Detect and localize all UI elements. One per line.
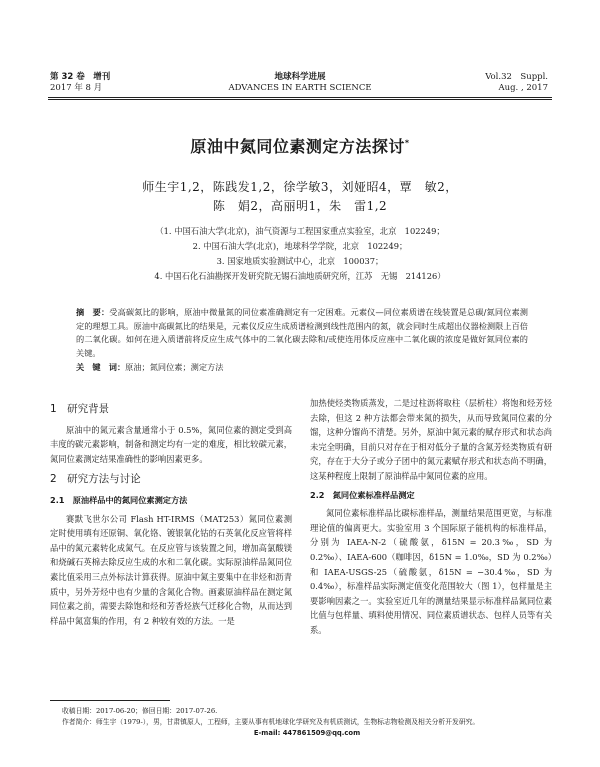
keywords-text: 原油；氮同位素；测定方法 [125,362,224,372]
author-email: E-mail: 447861509@qq.com [253,729,361,737]
abstract-label: 摘 要： [76,307,110,317]
authors-line-1: 师生宇1,2，陈践发1,2，徐学敏3，刘娅昭4，覃 敏2， [142,180,458,194]
subsection-2-1-paragraph: 赛默飞世尔公司 Flash HT-IRMS（MAT253）氮同位素测定时使用填有还原铜、氧化铬、镀银氧化钴的石英氧化反应管将样品中的氮元素转化成氮气。在反应管与该装置之间，增加高氯酸镁和烧碱石英棉去除反应生成的水和二氧化碳。实际原油样品氮同位素比值采用三点外标法计算获得。原油中氮主要集中在非烃和沥青质中，另外芳烃中也有少量的含氮化合物。画素原油样品在测定氮同位素之前，需要去除饱和烃和芳香烃族气迁移化合物，从而达到样品中氮富集的作用，有 2 种较有效的方法。一是 [50,513,292,626]
title-footnote-mark: * [404,138,410,148]
section-1-paragraph: 原油中的氮元素含量通常小于 0.5%，氮同位素的测定受到高丰度的碳元素影响，制备和测定均有一定的难度，相比较碳元素，氮同位素测定结果准确性的影响因素更多。 [50,424,292,464]
paper-title [0,134,600,157]
affiliation-3: 3. 国家地质实验测试中心，北京 100037； [216,256,384,266]
journal-name-cn: 地球科学进展 [274,72,326,82]
footnote [62,706,552,739]
abstract-text: 受高碳氮比的影响，原油中微量氮的同位素准确测定有一定困难。元素仪—同位素质谱在线装置是总碳/氮同位素测定的理想工具。原油中高碳氮比的结果是，元素仪反应生成质谱检测到线性范围内的氮，就会同时生成超出仪器检测限上百倍的二氧化碳。如何在进入质谱前将反应生成气体中的二氧化碳去除和/或使连用体反应座中二氧化碳的浓度是做好氮同位素的关键。 [76,307,528,358]
keywords [76,361,528,374]
subsection-2-2-paragraph: 氮同位素标准样品比碳标准样品，测量结果范围更宽，与标准理论值的偏离更大。实验室用 3 个国际原子能机构的标准样品，分别为 IAEA-N-2（硫酸氨，δ15N = 20.3‰，SD 为 0.2‰）、IAEA-600（咖啡因，δ15N = 1.0‰，SD 为 0.2‰）和 IAEA-USGS-25（硫酸氨，δ15N = −30.4‰，SD 为 0.4‰），标准样品实际测定值变化范围较大（图 1），包样量是主要影响因素之一。实验室近几年的测量结果显示标准样品氮同位素比值与包样量、填料使用情况、同位素质谱状态、包样人员等有关系。 [310,508,552,635]
body-column-left [50,396,292,628]
author-list [60,178,540,216]
keywords-label: 关 键 词： [76,362,126,372]
title-text: 原油中氮同位素测定方法探讨 [190,137,405,156]
received-date: 收稿日期：2017-06-20；修回日期：2017-07-26. [62,707,218,715]
continued-paragraph: 加热使烃类物质蒸发，二是过柱沥将取柱（层析柱）将饱和烃芳烃去除，但这 2 种方法都会带来氮的损失，从而导致氮同位素的分馏，这种分馏尚不清楚。另外，原油中氮元素的赋存形式和状态尚未完全明确，目前只对存在于相对低分子量的含氮芳烃类物质有研究，存在于大分子或分子团中的氮元素赋存形式和状态尚不明确，这某种程度上限制了原油样品中氮同位素的应用。 [310,398,552,481]
authors-line-2: 陈 娟2，高丽明1，朱 雷1,2 [212,199,388,213]
author-bio: 作者简介：师生宇（1979-），男，甘肃镇原人，工程师，主要从事有机地球化学研究及有机质测试，生物标志物检测及相关分析开发研究。 [62,718,480,726]
issue-date: 2017 年 8 月 [50,83,103,93]
journal-name-en: ADVANCES IN EARTH SCIENCE [228,83,372,93]
volume-label: 第 32 卷 增刊 [50,72,111,82]
affiliation-1: （1. 中国石油大学(北京)，油气资源与工程国家重点实验室，北京 102249； [155,226,445,236]
body-column-right [310,396,552,638]
footnote-rule [50,700,170,701]
header-rule-thin [48,99,552,100]
section-2-heading: 2 研究方法与讨论 [50,473,141,486]
running-header-right [485,72,548,94]
section-1-heading: 1 研究背景 [50,403,110,415]
abstract [76,306,528,360]
header-rule [48,97,552,98]
subsection-2-2-heading: 2.2 氮同位素标准样品测定 [310,489,415,500]
issue-date-en: Aug. , 2017 [498,83,548,93]
affiliation-2: 2. 中国石油大学(北京)，地球科学学院，北京 102249； [192,241,408,251]
affiliations [40,224,560,284]
volume-label-en: Vol.32 Suppl. [485,72,548,82]
subsection-2-1-heading: 2.1 原油样品中的氮同位素测定方法 [50,494,188,505]
affiliation-4: 4. 中国石化石油勘探开发研究院无锡石油地质研究所，江苏 无锡 214126） [154,271,446,281]
